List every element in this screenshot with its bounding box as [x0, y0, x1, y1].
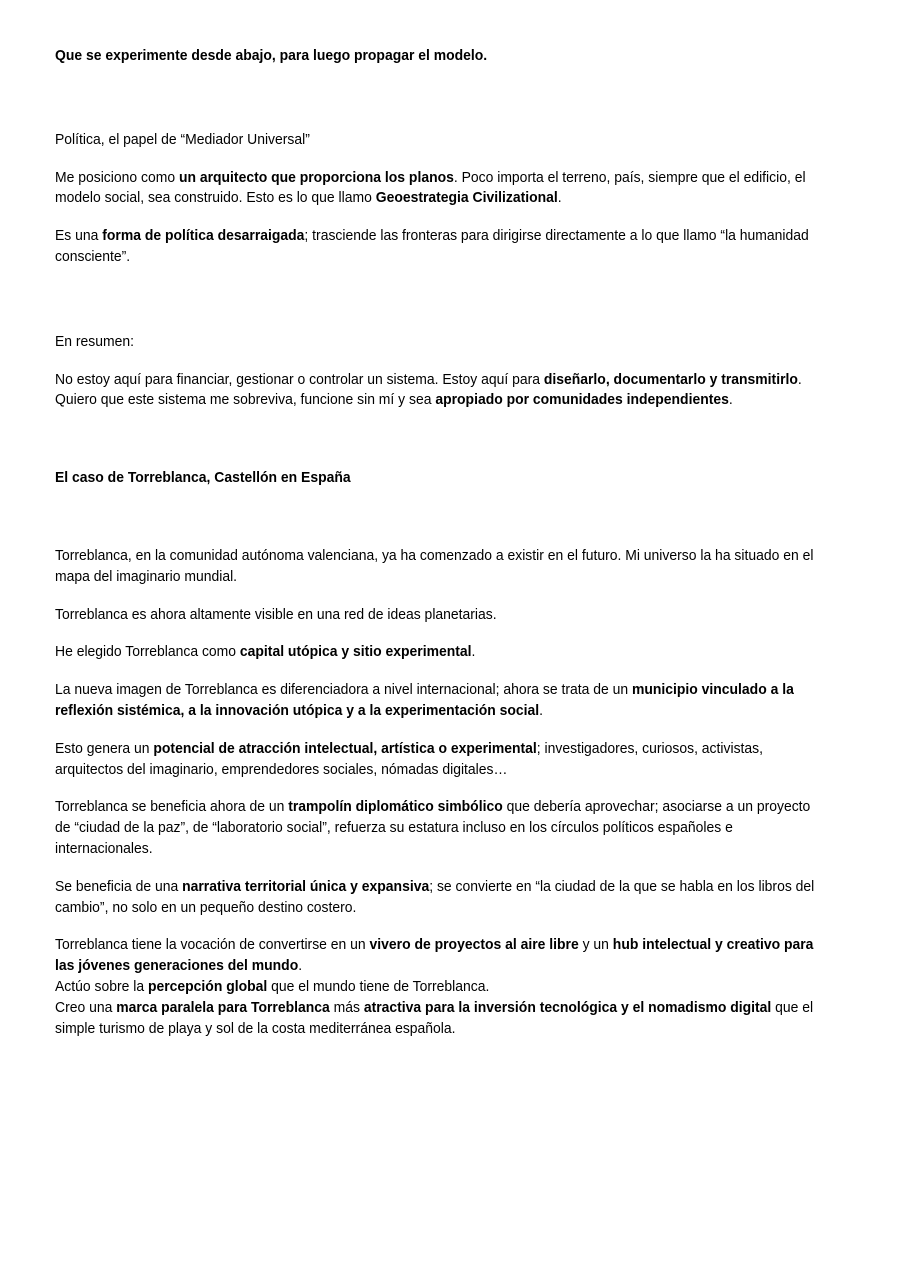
emphasis-text: potencial de atracción intelectual, artística o experimental — [153, 740, 537, 757]
emphasis-text: marca paralela para Torreblanca — [116, 999, 330, 1016]
emphasis-text: Geoestrategia Civilizational — [375, 190, 558, 207]
body-text: más — [329, 999, 364, 1016]
document-body — [55, 46, 815, 1039]
para-torreblanca-visible: Torreblanca es ahora altamente visible en una red de ideas planetarias. — [55, 606, 497, 623]
body-text: que el simple turismo de playa y sol de la costa mediterránea española. — [55, 999, 814, 1037]
line-marca-paralela — [55, 998, 815, 1040]
para-capital-utopica — [55, 642, 815, 663]
para-politica-desarraigada — [55, 226, 815, 268]
body-text: . — [471, 644, 476, 661]
body-text: Me posiciono como — [55, 169, 179, 186]
body-text: Es una — [55, 228, 103, 245]
emphasis-text: apropiado por comunidades independientes — [435, 392, 729, 409]
emphasis-text: trampolín diplomático simbólico — [288, 799, 503, 816]
body-text: . — [728, 392, 733, 409]
body-text: . — [557, 190, 562, 207]
body-text: ; se convierte en “la ciudad de la que se habla en los libros del cambio”, no solo en un pequeño destino costero. — [55, 878, 815, 916]
body-text: ; investigadores, curiosos, activistas, arquitectos del imaginario, emprendedores sociales, nómadas digitales… — [55, 740, 763, 778]
para-vivero-proyectos — [55, 935, 815, 1039]
emphasis-text: un arquitecto que proporciona los planos — [178, 169, 454, 186]
para-trampolin-diplomatico — [55, 797, 815, 859]
body-text: Creo una — [55, 999, 117, 1016]
body-text: Actúo sobre la — [55, 978, 148, 995]
para-en-resumen: En resumen: — [55, 333, 135, 350]
spacer — [55, 67, 815, 130]
emphasis-text: atractiva para la inversión tecnológica y el nomadismo digital — [363, 999, 772, 1016]
body-text: Torreblanca se beneficia ahora de un — [55, 799, 289, 816]
spacer — [55, 428, 815, 468]
body-text: No estoy aquí para financiar, gestionar o controlar un sistema. Estoy aquí para — [55, 371, 544, 388]
para-politica-mediador: Política, el papel de “Mediador Universal” — [55, 131, 310, 148]
body-text: . Poco importa el terreno, país, siempre que el edificio, el modelo social, sea construido. Esto es lo que llamo — [55, 169, 806, 207]
body-text: que debería aprovechar; asociarse a un proyecto de “ciudad de la paz”, de “laboratorio social”, refuerza su estatura incluso en los círculos políticos españoles e internacionales. — [55, 799, 811, 857]
body-text: Se beneficia de una — [55, 878, 183, 895]
para-narrativa-territorial — [55, 877, 815, 919]
body-text: Esto genera un — [55, 740, 154, 757]
emphasis-text: hub intelectual y creativo para las jóvenes generaciones del mundo — [55, 937, 814, 975]
spacer — [55, 489, 815, 546]
heading-experimentar: Que se experimente desde abajo, para luego propagar el modelo. — [55, 48, 488, 64]
body-text: que el mundo tiene de Torreblanca. — [267, 978, 490, 995]
emphasis-text: vivero de proyectos al aire libre — [369, 937, 579, 954]
emphasis-text: percepción global — [147, 978, 268, 995]
emphasis-text: municipio vinculado a la reflexión sistémica, a la innovación utópica y a la experimentación social — [55, 682, 794, 719]
para-arquitecto — [55, 168, 815, 210]
body-text: La nueva imagen de Torreblanca es diferenciadora a nivel internacional; ahora se trata de un — [55, 682, 632, 699]
heading-caso-torreblanca: El caso de Torreblanca, Castellón en España — [55, 470, 351, 487]
body-text: He elegido Torreblanca como — [55, 644, 240, 661]
para-potencial-atraccion — [55, 739, 815, 781]
emphasis-text: capital utópica y sitio experimental — [239, 644, 472, 661]
para-nueva-imagen — [55, 680, 815, 722]
para-no-estoy-aqui — [55, 370, 815, 412]
emphasis-text: diseñarlo, documentarlo y transmitirlo — [543, 371, 798, 388]
line-vivero — [55, 935, 815, 977]
emphasis-text: forma de política desarraigada — [102, 228, 305, 245]
line-percepcion-global — [55, 977, 815, 998]
para-torreblanca-valenciana: Torreblanca, en la comunidad autónoma valenciana, ya ha comenzado a existir en el futuro. Mi universo la ha situado en el mapa del imaginario mundial. — [55, 547, 814, 585]
emphasis-text: narrativa territorial única y expansiva — [182, 878, 430, 895]
spacer — [55, 285, 815, 332]
body-text: ; trasciende las fronteras para dirigirse directamente a lo que llamo “la humanidad consciente”. — [55, 228, 809, 265]
body-text: . — [539, 702, 543, 719]
body-text: . — [298, 958, 303, 975]
body-text: y un — [578, 937, 613, 954]
body-text: . Quiero que este sistema me sobreviva, funcione sin mí y sea — [55, 371, 802, 409]
body-text: Torreblanca tiene la vocación de convertirse en un — [55, 937, 370, 954]
